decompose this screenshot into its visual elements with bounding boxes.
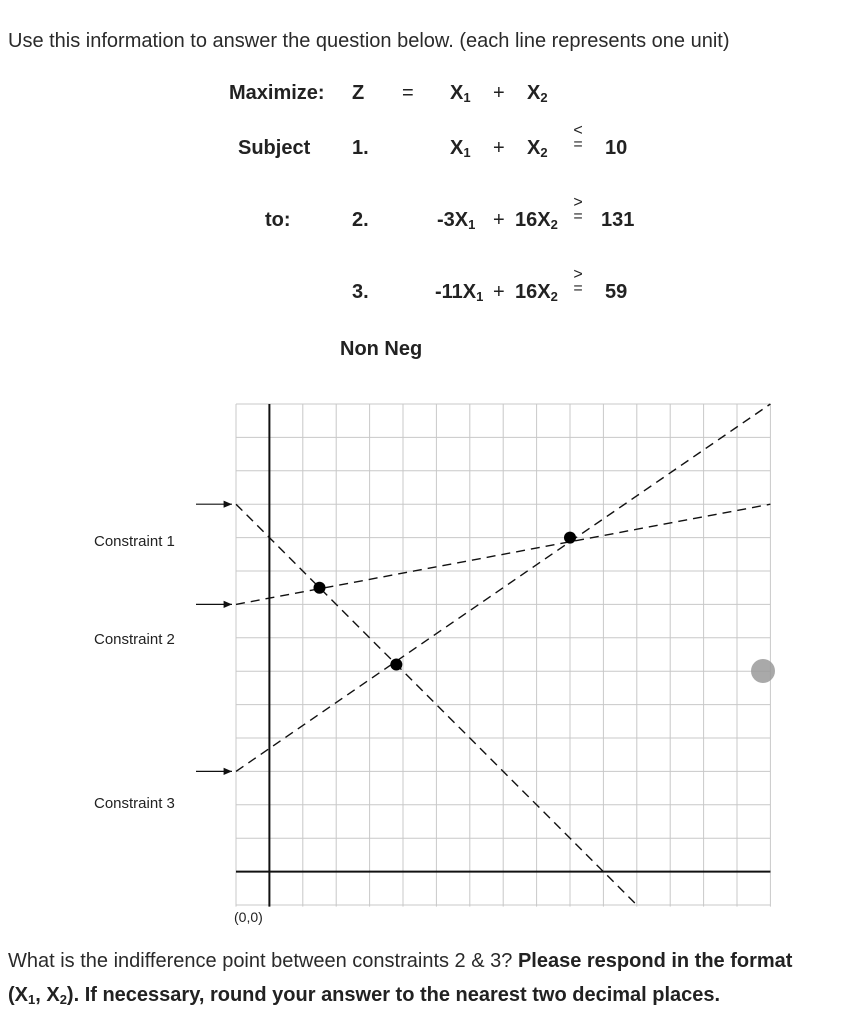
constraint-2-label: Constraint 2	[94, 631, 175, 648]
constraint-1-rhs: 10	[605, 137, 628, 159]
constraint-2-inequality-icon: > =	[573, 194, 583, 225]
constraint-3-plus: +	[493, 281, 505, 303]
drag-handle-icon[interactable]	[751, 659, 775, 683]
constraint-3-inequality-icon: > =	[573, 266, 583, 297]
intro-text: Use this information to answer the question below. (each line represents one unit)	[8, 30, 730, 52]
grid	[236, 404, 770, 907]
objective-equals: =	[402, 82, 414, 104]
objective-z: Z	[352, 82, 365, 104]
subject-label: Subject	[238, 137, 311, 159]
objective-plus: +	[493, 82, 505, 104]
constraint-1-lhs-x2: $X_2$	[527, 137, 548, 160]
constraint-3-rhs: 59	[605, 281, 628, 303]
constraint-3-lhs-x1: $-11X_1$	[435, 281, 484, 304]
constraint-2-lhs-x2: $16X_2$	[515, 209, 558, 232]
objective-x2: $X_2$	[527, 82, 548, 105]
constraint-1-number: 1.	[352, 137, 369, 159]
non-neg-label: Non Neg	[340, 338, 423, 360]
constraint-2-plus: +	[493, 209, 505, 231]
intersection-point	[314, 582, 326, 594]
constraint-3-number: 3.	[352, 281, 369, 303]
question-text: What is the indifference point between constraints 2 & 3? Please respond in the format ($X_1$, $X_2$). If necessary, round your answer to the nearest two decimal places.	[8, 950, 793, 1007]
origin-label: (0,0)	[234, 909, 263, 925]
maximize-label: Maximize:	[229, 82, 325, 104]
constraint-1-lhs-x1: $X_1$	[450, 137, 471, 160]
constraint-2-lhs-x1: $-3X_1$	[437, 209, 476, 232]
constraint-3-label: Constraint 3	[94, 795, 175, 812]
constraint-1-inequality-icon: < =	[573, 122, 583, 153]
constraint-1-label: Constraint 1	[94, 533, 175, 550]
constraint-2-rhs: 131	[601, 209, 635, 231]
objective-x1: $X_1$	[450, 82, 471, 105]
constraint-3-lhs-x2: $16X_2$	[515, 281, 558, 304]
intersection-point	[390, 659, 402, 671]
intersection-point	[564, 532, 576, 544]
constraint-1-plus: +	[493, 137, 505, 159]
to-label: to:	[265, 209, 291, 231]
constraint-2-number: 2.	[352, 209, 369, 231]
